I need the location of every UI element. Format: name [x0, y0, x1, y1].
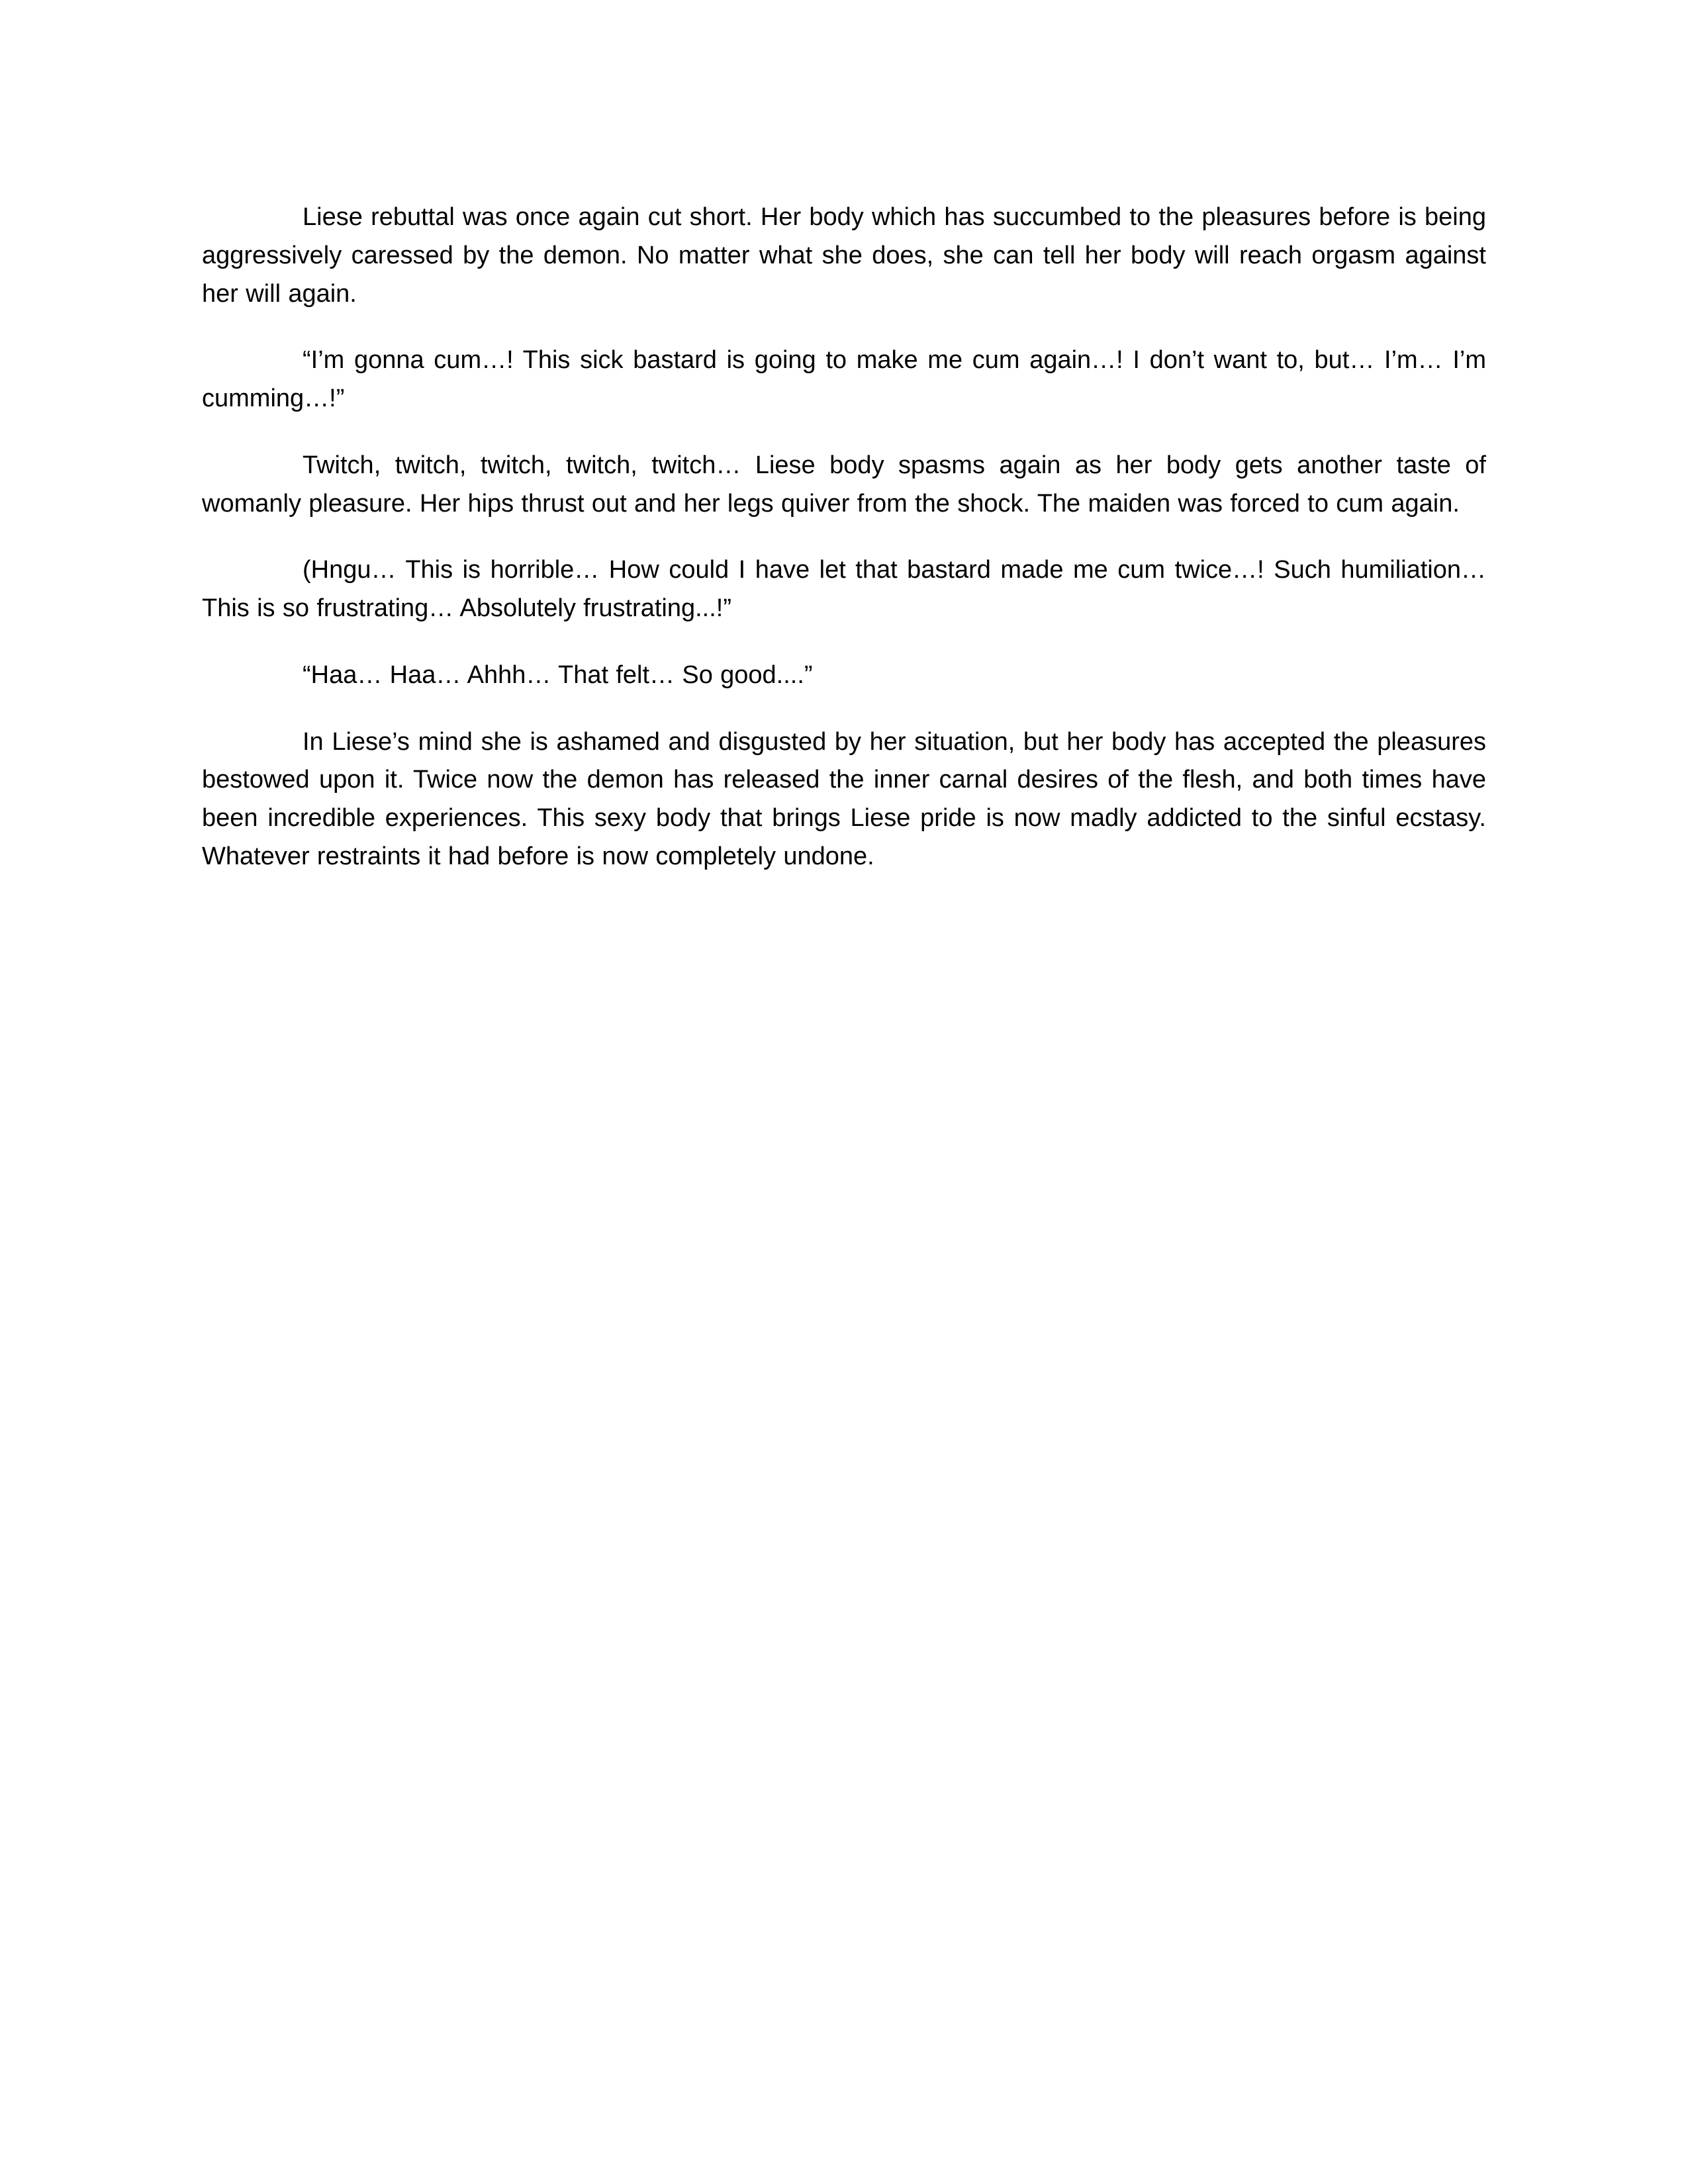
document-text-body — [202, 199, 1486, 876]
paragraph: (Hngu… This is horrible… How could I have let that bastard made me cum twice…! Such humiliation… This is so frustrating… Absolutely frustrating...!” — [202, 556, 1486, 622]
paragraph: In Liese’s mind she is ashamed and disgusted by her situation, but her body has accepted the pleasures bestowed upon it. Twice now the demon has released the inner carnal desires of the flesh, and both times have been incredible experiences. This sexy body that brings Liese pride is now madly addicted to the sinful ecstasy. Whatever restraints it had before is now completely undone. — [202, 727, 1486, 870]
paragraph: “Haa… Haa… Ahhh… That felt… So good....” — [303, 660, 813, 689]
paragraph: Liese rebuttal was once again cut short. Her body which has succumbed to the pleasures before is being aggressively caressed by the demon. No matter what she does, she can tell her body will reach orgasm against her will again. — [202, 203, 1486, 308]
paragraph: “I’m gonna cum…! This sick bastard is going to make me cum again…! I don’t want to, but… I’m… I’m cumming…!” — [202, 346, 1486, 412]
paragraph: Twitch, twitch, twitch, twitch, twitch… Liese body spasms again as her body gets another taste of womanly pleasure. Her hips thrust out and her legs quiver from the shock. The maiden was forced to cum again. — [202, 451, 1486, 518]
